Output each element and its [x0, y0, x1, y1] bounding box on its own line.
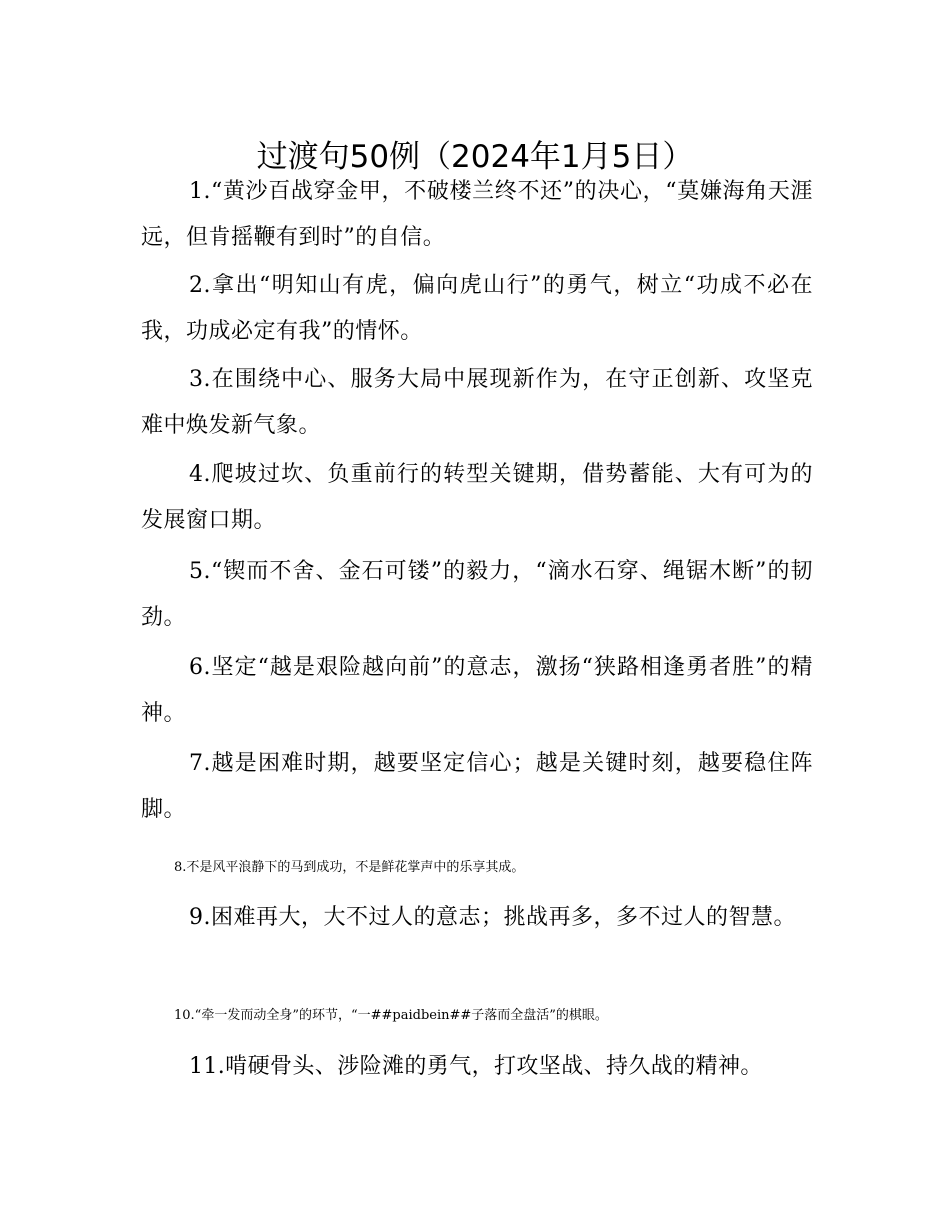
- paragraph-2: 2.拿出“明知山有虎，偏向虎山行”的勇气，树立“功成不必在我，功成必定有我”的情怀。: [141, 273, 813, 344]
- paragraph-9: 9.困难再大，大不过人的意志；挑战再多，多不过人的智慧。: [189, 905, 796, 930]
- paragraph-5: 5.“锲而不舍、金石可镂”的毅力，“滴水石穿、绳锯木断”的韧劲。: [141, 559, 813, 630]
- paragraph-7: 7.越是困难时期，越要坚定信心；越是关键时刻，越要稳住阵脚。: [141, 751, 813, 822]
- paragraph-10: 10.“牵一发而动全身”的环节，“一##paidbein##子落而全盘活”的棋眼。: [174, 1008, 608, 1023]
- paragraph-8: 8.不是风平浪静下的马到成功，不是鲜花掌声中的乐享其成。: [174, 860, 525, 875]
- paragraph-4: 4.爬坡过坎、负重前行的转型关键期，借势蓄能、大有可为的发展窗口期。: [141, 462, 813, 533]
- paragraph-3: 3.在围绕中心、服务大局中展现新作为，在守正创新、攻坚克难中焕发新气象。: [141, 367, 813, 438]
- paragraph-6: 6.坚定“越是艰险越向前”的意志，激扬“狭路相逢勇者胜”的精神。: [141, 655, 813, 726]
- paragraph-1: 1.“黄沙百战穿金甲，不破楼兰终不还”的决心，“莫嫌海角天涯远，但肯摇鞭有到时”的自信。: [141, 179, 813, 250]
- paragraph-11: 11.啃硬骨头、涉险滩的勇气，打攻坚战、持久战的精神。: [189, 1054, 763, 1079]
- document-title: 过渡句50例（2024年1月5日）: [256, 138, 694, 175]
